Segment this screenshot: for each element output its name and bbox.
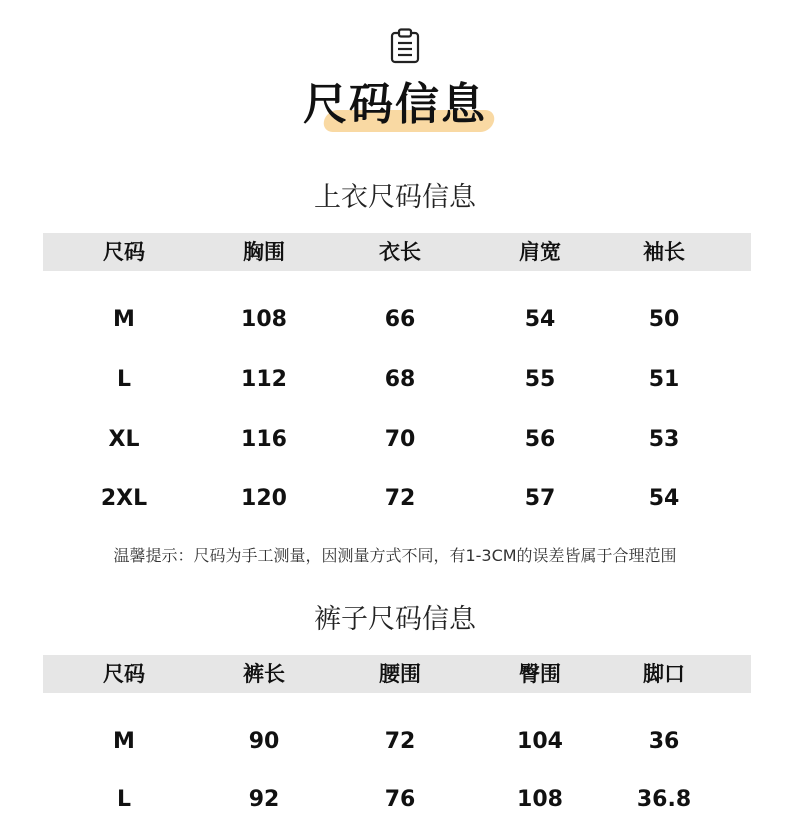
table-cell: L <box>116 367 132 392</box>
table-cell: 54 <box>524 307 556 332</box>
table-cell: 53 <box>648 427 680 452</box>
table-cell: 70 <box>384 427 416 452</box>
table-cell: 72 <box>384 729 416 754</box>
header-cell: 臀围 <box>519 662 561 686</box>
table-cell: 108 <box>517 787 563 812</box>
table-cell: 72 <box>384 486 416 511</box>
table-cell: L <box>116 787 132 812</box>
table-cell: 50 <box>648 307 680 332</box>
table-cell: 108 <box>241 307 287 332</box>
header-cell: 衣长 <box>379 240 421 264</box>
table-cell: 68 <box>384 367 416 392</box>
measurement-note: 温馨提示：尺码为手工测量，因测量方式不同，有1-3CM的误差皆属于合理范围 <box>113 546 677 565</box>
header-cell: 肩宽 <box>519 240 561 264</box>
pants-table-header <box>43 655 751 693</box>
table-cell: 92 <box>248 787 280 812</box>
table-cell: 36 <box>648 729 680 754</box>
header-cell: 尺码 <box>103 662 145 686</box>
table-row <box>43 780 751 820</box>
table-cell: 55 <box>524 367 556 392</box>
table-cell: 90 <box>248 729 280 754</box>
table-cell: 116 <box>241 427 287 452</box>
table-cell: 104 <box>517 729 563 754</box>
page-title-block <box>0 74 790 144</box>
table-cell: 2XL <box>100 486 148 511</box>
pants-section-title: 裤子尺码信息 <box>314 604 476 635</box>
header-cell: 腰围 <box>379 662 421 686</box>
table-cell: M <box>113 307 135 332</box>
table-cell: 56 <box>524 427 556 452</box>
header-cell: 袖长 <box>643 240 685 264</box>
table-row <box>43 300 751 340</box>
table-cell: 76 <box>384 787 416 812</box>
table-cell: 112 <box>241 367 287 392</box>
page-title: 尺码信息 <box>303 79 487 130</box>
table-row <box>43 479 751 519</box>
table-cell: 120 <box>241 486 287 511</box>
table-cell: 54 <box>648 486 680 511</box>
header-cell: 尺码 <box>103 240 145 264</box>
table-row <box>43 722 751 762</box>
top-section-title: 上衣尺码信息 <box>314 182 476 213</box>
header-cell: 胸围 <box>243 240 285 264</box>
top-table-header <box>43 233 751 271</box>
table-cell: XL <box>108 427 140 452</box>
table-cell: 57 <box>524 486 556 511</box>
table-row <box>43 420 751 460</box>
header-cell: 裤长 <box>243 662 285 686</box>
table-cell: 36.8 <box>636 787 692 812</box>
clipboard-icon <box>388 28 422 64</box>
table-cell: M <box>113 729 135 754</box>
table-cell: 51 <box>648 367 680 392</box>
header-cell: 脚口 <box>643 662 685 686</box>
table-row <box>43 360 751 400</box>
table-cell: 66 <box>384 307 416 332</box>
